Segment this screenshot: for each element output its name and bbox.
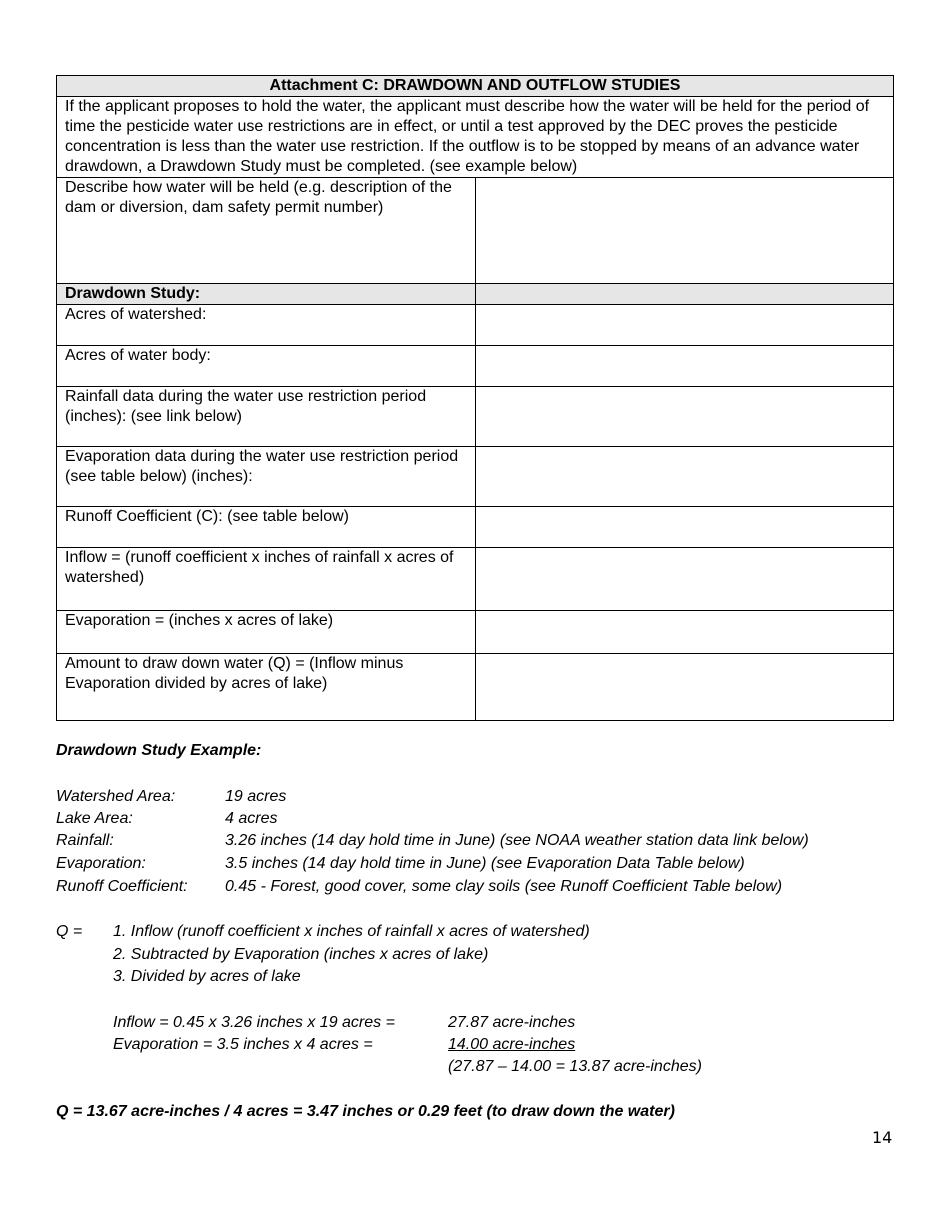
fact-label: Watershed Area: [56,788,176,805]
rainfall-data-field[interactable] [475,387,894,447]
calc-right: (27.87 – 14.00 = 13.87 acre-inches) [448,1058,702,1075]
q-label: Q = [56,923,83,940]
evaporation-formula-label: Evaporation = (inches x acres of lake) [57,611,476,654]
page-number: 14 [872,1128,893,1147]
q-step: 3. Divided by acres of lake [113,968,301,985]
hold-water-label: Describe how water will be held (e.g. description of the dam or diversion, dam safety permit number) [57,178,476,284]
fact-value: 3.26 inches (14 day hold time in June) (see NOAA weather station data link below) [225,832,809,849]
fact-label: Rainfall: [56,832,114,849]
form-intro: If the applicant proposes to hold the water, the applicant must describe how the water will be held for the period of time the pesticide water use restrictions are in effect, or until a test approved by the DEC proves the pesticide concentration is less than the water use restriction. If the outflow is to be stopped by means of an advance water drawdown, a Drawdown Study must be completed. (see example below) [57,97,894,178]
watershed-acres-field[interactable] [475,305,894,346]
drawdown-study-header-blank [475,284,894,305]
inflow-field[interactable] [475,548,894,611]
q-result: Q = 13.67 acre-inches / 4 acres = 3.47 inches or 0.29 feet (to draw down the water) [56,1103,675,1120]
evaporation-data-label: Evaporation data during the water use restriction period (see table below) (inches): [57,447,476,507]
water-body-acres-field[interactable] [475,346,894,387]
runoff-coefficient-field[interactable] [475,507,894,548]
calc-right: 27.87 acre-inches [448,1014,576,1031]
water-body-acres-label: Acres of water body: [57,346,476,387]
q-step: 1. Inflow (runoff coefficient x inches of rainfall x acres of watershed) [113,923,590,940]
fact-label: Runoff Coefficient: [56,878,188,895]
rainfall-data-label: Rainfall data during the water use restriction period (inches): (see link below) [57,387,476,447]
hold-water-field[interactable] [475,178,894,284]
q-step: 2. Subtracted by Evaporation (inches x acres of lake) [113,946,489,963]
drawdown-amount-field[interactable] [475,654,894,721]
calc-right: 14.00 acre-inches [448,1036,576,1053]
fact-value: 3.5 inches (14 day hold time in June) (see Evaporation Data Table below) [225,855,745,872]
form-title: Attachment C: DRAWDOWN AND OUTFLOW STUDIES [57,76,894,97]
calc-left: Evaporation = 3.5 inches x 4 acres = [113,1036,373,1053]
calc-left: Inflow = 0.45 x 3.26 inches x 19 acres = [113,1014,395,1031]
fact-value: 0.45 - Forest, good cover, some clay soils (see Runoff Coefficient Table below) [225,878,783,895]
drawdown-form-table [56,75,894,721]
drawdown-amount-label: Amount to draw down water (Q) = (Inflow minus Evaporation divided by acres of lake) [57,654,476,721]
fact-label: Lake Area: [56,810,133,827]
drawdown-study-header: Drawdown Study: [57,284,476,305]
example-heading: Drawdown Study Example: [56,742,262,759]
fact-value: 19 acres [225,788,287,805]
watershed-acres-label: Acres of watershed: [57,305,476,346]
evaporation-data-field[interactable] [475,447,894,507]
evaporation-formula-field[interactable] [475,611,894,654]
fact-value: 4 acres [225,810,278,827]
inflow-label: Inflow = (runoff coefficient x inches of rainfall x acres of watershed) [57,548,476,611]
fact-label: Evaporation: [56,855,146,872]
runoff-coefficient-label: Runoff Coefficient (C): (see table below) [57,507,476,548]
